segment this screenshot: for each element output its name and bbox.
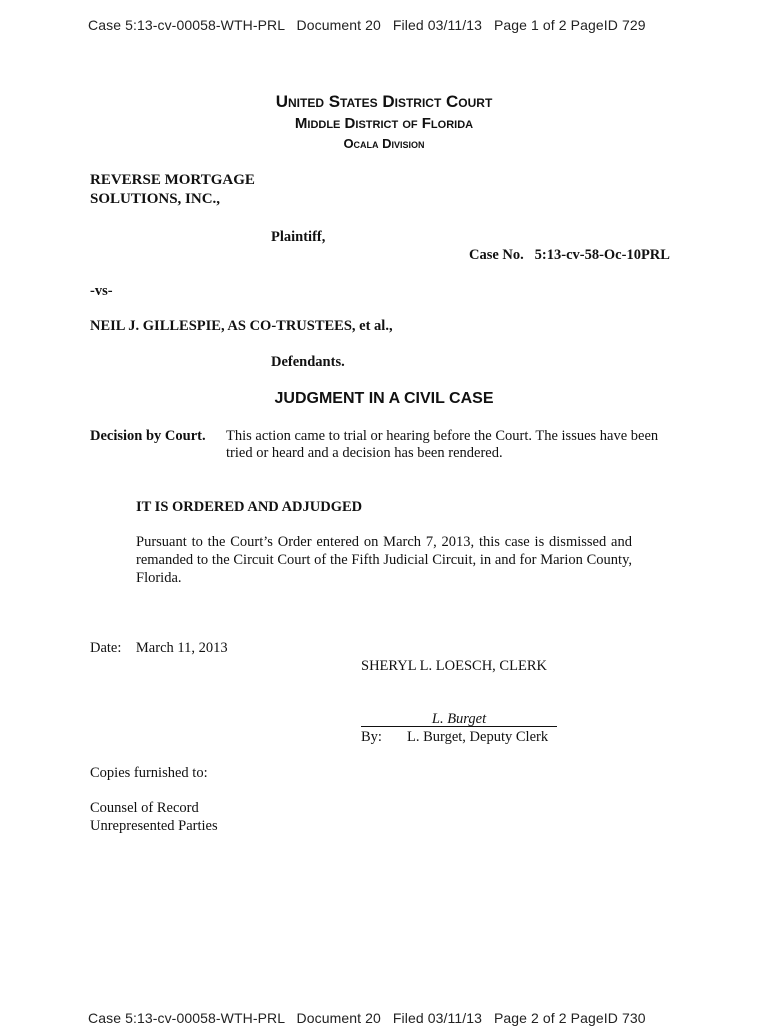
copies-recipient: Unrepresented Parties <box>90 818 218 834</box>
defendant-name: NEIL J. GILLESPIE, AS CO-TRUSTEES, et al., <box>90 318 393 334</box>
date-line <box>90 640 228 657</box>
court-line-1: United States District Court <box>275 92 493 111</box>
copies-recipient: Counsel of Record <box>90 800 199 816</box>
judgment-title: JUDGMENT IN A CIVIL CASE <box>274 390 494 407</box>
case-number <box>469 247 670 264</box>
defendant-label: Defendants. <box>271 354 345 370</box>
case-number-label: Case No. <box>469 247 524 263</box>
order-body: Pursuant to the Court’s Order entered on March 7, 2013, this case is dismissed and remanded to the Circuit Court of the Fifth Judicial Circuit, in and for Marion County, Florida. <box>136 534 632 586</box>
court-line-3: Ocala Division <box>343 136 425 151</box>
copies-label: Copies furnished to: <box>90 765 208 781</box>
date-label: Date: <box>90 640 122 656</box>
decision-text-line-1: This action came to trial or hearing before the Court. The issues have been <box>226 428 659 444</box>
date-value: March 11, 2013 <box>135 640 228 656</box>
case-number-value: 5:13-cv-58-Oc-10PRL <box>534 247 670 263</box>
plaintiff-name-line-1: REVERSE MORTGAGE <box>90 172 255 188</box>
court-district <box>0 115 768 133</box>
order-heading: IT IS ORDERED AND ADJUDGED <box>136 499 363 515</box>
court-name <box>0 92 768 112</box>
clerk-name: SHERYL L. LOESCH, CLERK <box>361 658 547 674</box>
decision-label: Decision by Court. <box>90 428 206 444</box>
plaintiff-label: Plaintiff, <box>271 229 326 245</box>
decision-text-line-2: tried or heard and a decision has been rendered. <box>226 445 503 461</box>
court-division <box>0 135 768 153</box>
court-line-2: Middle District of Florida <box>294 115 474 132</box>
plaintiff-name-line-2: SOLUTIONS, INC., <box>90 191 221 207</box>
page-footer: Case 5:13-cv-00058-WTH-PRL Document 20 Filed 03/11/13 Page 2 of 2 PageID 730 <box>88 1010 646 1026</box>
versus-label: -vs- <box>90 283 113 299</box>
signature-line <box>361 726 557 727</box>
deputy-clerk: L. Burget, Deputy Clerk <box>407 729 549 745</box>
page-header: Case 5:13-cv-00058-WTH-PRL Document 20 Filed 03/11/13 Page 1 of 2 PageID 729 <box>88 17 646 33</box>
by-label: By: <box>361 729 382 745</box>
clerk-signature: L. Burget <box>431 711 487 727</box>
